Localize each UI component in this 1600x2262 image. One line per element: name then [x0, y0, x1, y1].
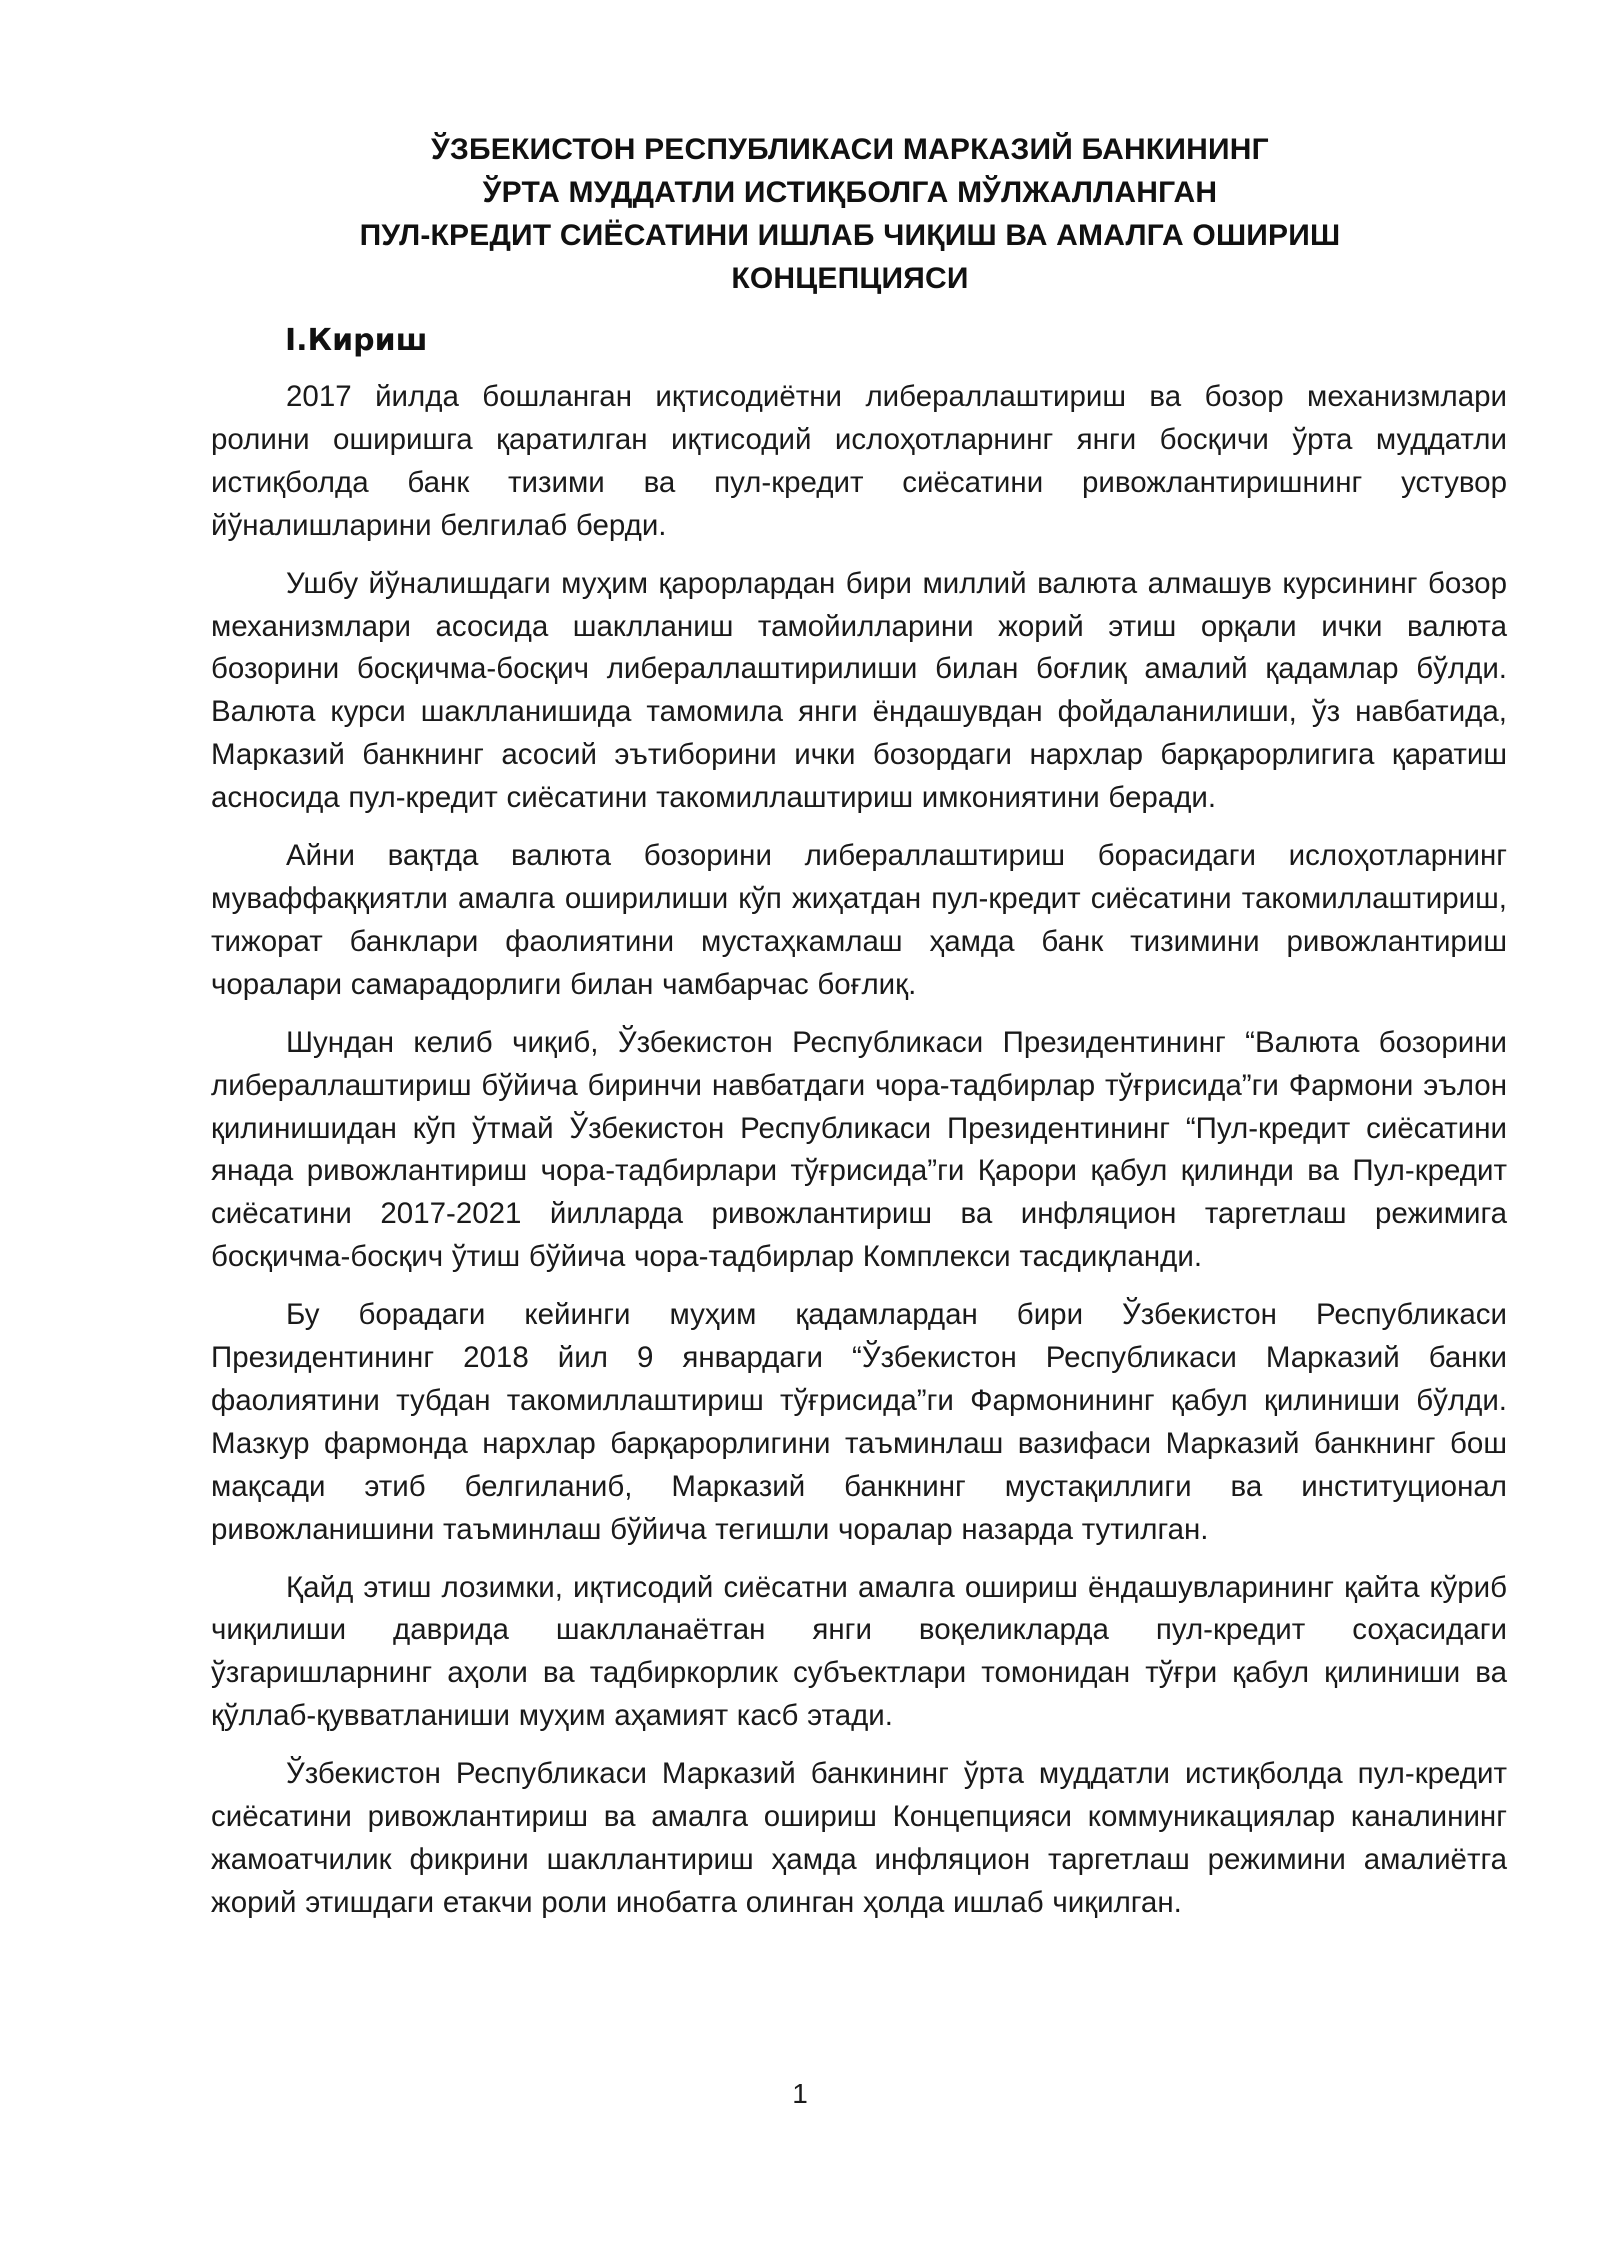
document-body [211, 376, 1507, 1940]
title-line: КОНЦЕПЦИЯСИ [731, 262, 969, 295]
body-paragraph: Айни вақтда валюта бозорини либераллаштириш борасидаги ислоҳотларнинг муваффаққиятли амалга оширилиши кўп жиҳатдан пул-кредит сиёсатини такомиллаштириш, тижорат банклари фаолиятини мустаҳкамлаш ҳамда банк тизимини ривожлантириш чоралари самарадорлиги билан чамбарчас боғлиқ. [211, 839, 1507, 1001]
title-line: ЎЗБЕКИСТОН РЕСПУБЛИКАСИ МАРКАЗИЙ БАНКИНИНГ [431, 133, 1269, 166]
page-number: 1 [792, 2078, 808, 2109]
section-heading: I.Кириш [285, 323, 428, 358]
body-paragraph: Қайд этиш лозимки, иқтисодий сиёсатни амалга ошириш ёндашувларининг қайта кўриб чиқилиши даврида шаклланаётган янги воқеликларда пул-кредит соҳасидаги ўзгаришларнинг аҳоли ва тадбиркорлик субъектлари томонидан тўғри қабул қилиниши ва қўллаб-қувватланиши муҳим аҳамият касб этади. [211, 1570, 1507, 1733]
body-paragraph: Бу борадаги кейинги муҳим қадамлардан бири Ўзбекистон Республикаси Президентининг 2018 йил 9 январдаги “Ўзбекистон Республикаси Марказий банки фаолиятини тубдан такомиллаштириш тўғрисида”ги Фармонининг қабул қилиниши бўлди. Мазкур фармонда нархлар барқарорлигини таъминлаш вазифаси Марказий банкнинг бош мақсади этиб белгиланиб, Марказий банкнинг мустақиллиги ва институционал ривожланишини таъминлаш бўйича тегишли чоралар назарда тутилган. [211, 1298, 1507, 1546]
title-line: ПУЛ-КРЕДИТ СИЁСАТИНИ ИШЛАБ ЧИҚИШ ВА АМАЛГА ОШИРИШ [359, 219, 1341, 252]
title-line: ЎРТА МУДДАТЛИ ИСТИҚБОЛГА МЎЛЖАЛЛАНГАН [482, 176, 1218, 209]
body-paragraph: Ўзбекистон Республикаси Марказий банкининг ўрта муддатли истиқболда пул-кредит сиёсатини ривожлантириш ва амалга ошириш Концепцияси коммуникациялар каналининг жамоатчилик фикрини шакллантириш ҳамда инфляцион таргетлаш режимини амалиётга жорий этишдаги етакчи роли инобатга олинган ҳолда ишлаб чиқилган. [211, 1757, 1507, 1919]
body-paragraph: Ушбу йўналишдаги муҳим қарорлардан бири миллий валюта алмашув курсининг бозор механизмлари асосида шаклланиш тамойилларини жорий этиш орқали ички валюта бозорини босқичма-босқич либераллаштирилиши билан боғлиқ амалий қадамлар бўлди. Валюта курси шаклланишида тамомила янги ёндашувдан фойдаланилиши, ўз навбатида, Марказий банкнинг асосий эътиборини ички бозордаги нархлар барқарорлигига қаратиш асносида пул-кредит сиёсатини такомиллаштириш имкониятини беради. [211, 566, 1507, 815]
body-paragraph: 2017 йилда бошланган иқтисодиётни либераллаштириш ва бозор механизмлари ролини оширишга қаратилган иқтисодий ислоҳотларнинг янги босқичи ўрта муддатли истиқболда банк тизими ва пул-кредит сиёсатини ривожлантиришнинг устувор йўналишларини белгилаб берди. [211, 380, 1507, 542]
body-paragraph: Шундан келиб чиқиб, Ўзбекистон Республикаси Президентининг “Валюта бозорини либераллаштириш бўйича биринчи навбатдаги чора-тадбирлар тўғрисида”ги Фармони эълон қилинишидан кўп ўтмай Ўзбекистон Республикаси Президентининг “Пул-кредит сиёсатини янада ривожлантириш чора-тадбирлари тўғрисида”ги Қарори қабул қилинди ва Пул-кредит сиёсатини 2017-2021 йилларда ривожлантириш ва инфляцион таргетлаш режимига босқичма-босқич ўтиш бўйича чора-тадбирлар Комплекси тасдиқланди. [211, 1025, 1507, 1274]
document-title [210, 128, 1490, 300]
